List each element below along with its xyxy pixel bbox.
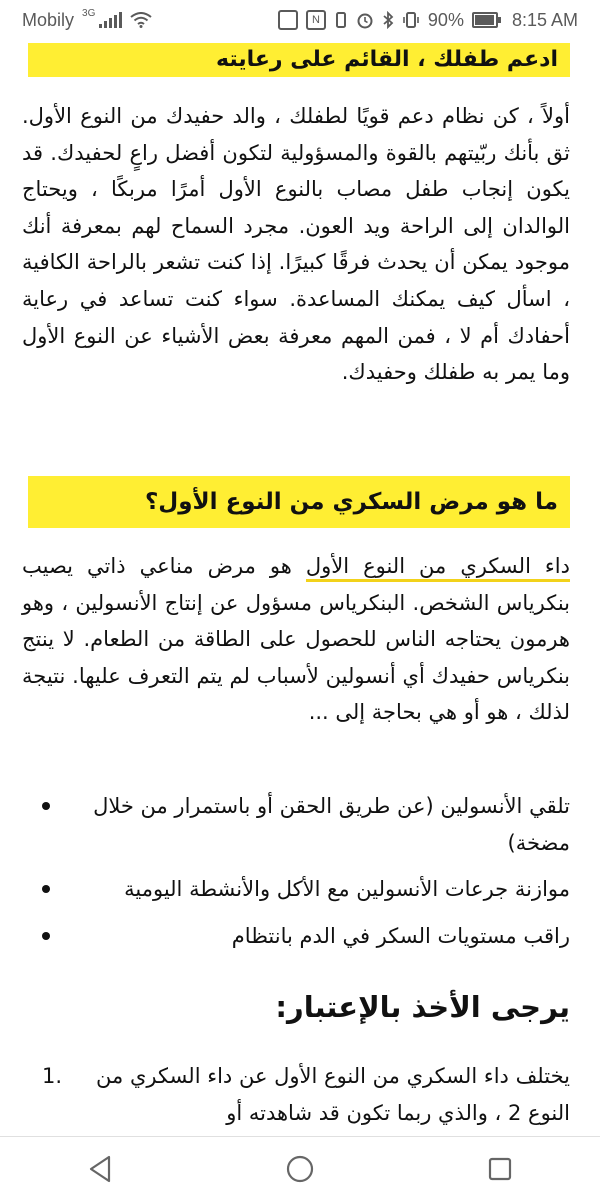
vibrate-mode-icon (402, 11, 420, 29)
bullet-icon (42, 885, 50, 893)
item-number: 1. (42, 1064, 63, 1088)
needs-list (22, 788, 570, 964)
notification-icon (278, 10, 298, 30)
status-left (22, 7, 152, 31)
alarm-icon (356, 11, 374, 29)
signal-icon (99, 12, 122, 28)
bullet-icon (42, 802, 50, 810)
section-heading-support: ادعم طفلك ، القائم على رعايته (28, 43, 570, 77)
list-item: موازنة جرعات الأنسولين مع الأكل والأنشطة اليومية (22, 871, 570, 908)
definition-text: هو مرض مناعي ذاتي يصيب بنكرياس الشخص. البنكرياس مسؤول عن إنتاج الأنسولين ، وهو هرمون يحتاجه الناس للحصول على الطاقة من الطعام. لا ينتج بنكرياس حفيدك أي أنسولين لأسباب لم يتم التعرف عليها. نتيجة لذلك ، هو أو هي بحاجة إلى ... (22, 554, 570, 725)
bullet-icon (42, 932, 50, 940)
clock: 8:15 AM (511, 9, 578, 30)
section-heading-consider: يرجى الأخذ بالإعتبار: (275, 990, 570, 1024)
status-bar (0, 0, 600, 40)
vibrate-icon (334, 11, 348, 29)
article-content[interactable] (0, 40, 600, 1136)
carrier-label: Mobily (22, 9, 75, 30)
network-type: 3G (82, 7, 96, 19)
recents-icon (487, 1156, 513, 1182)
wifi-icon (130, 12, 152, 28)
recents-button[interactable] (470, 1144, 530, 1194)
home-button[interactable] (270, 1144, 330, 1194)
back-icon (87, 1154, 113, 1184)
section-heading-type1: ما هو مرض السكري من النوع الأول؟ (28, 476, 570, 528)
definition-paragraph (22, 548, 570, 731)
intro-paragraph: أولاً ، كن نظام دعم قويًا لطفلك ، والد حفيدك من النوع الأول. ثق بأنك ربّيتهم بالقوة والمسؤولية لتكون أفضل راعٍ لحفيدك. قد يكون إنجاب طفل مصاب بالنوع الأول أمرًا مربكًا ، ويحتاج الوالدان إلى الراحة ويد العون. مجرد السماح لهم بمعرفة أنك موجود يمكن أن يحدث فرقًا كبيرًا. إذا كنت تشعر بالراحة الكافية ، اسأل كيف يمكنك المساعدة. سواء كنت تساعد في رعاية أحفادك أم لا ، فمن المهم معرفة بعض الأشياء عن النوع الأول وما يمر به طفلك وحفيدك. (22, 104, 570, 385)
home-icon (285, 1154, 315, 1184)
back-button[interactable] (70, 1144, 130, 1194)
item-text: يختلف داء السكري من النوع الأول عن داء السكري من النوع 2 ، والذي ربما تكون قد شاهدته أو (96, 1064, 570, 1125)
battery-percent: 90% (427, 9, 464, 30)
navigation-bar (0, 1136, 600, 1201)
numbered-item (22, 1058, 570, 1131)
bluetooth-icon (382, 11, 394, 29)
status-right (278, 10, 578, 31)
nfc-icon: N (306, 10, 326, 30)
list-item: راقب مستويات السكر في الدم بانتظام (22, 918, 570, 955)
battery-icon (472, 12, 498, 28)
type1-link[interactable]: داء السكري من النوع الأول (306, 554, 570, 582)
list-item: تلقي الأنسولين (عن طريق الحقن أو باستمرار من خلال مضخة) (22, 788, 570, 861)
